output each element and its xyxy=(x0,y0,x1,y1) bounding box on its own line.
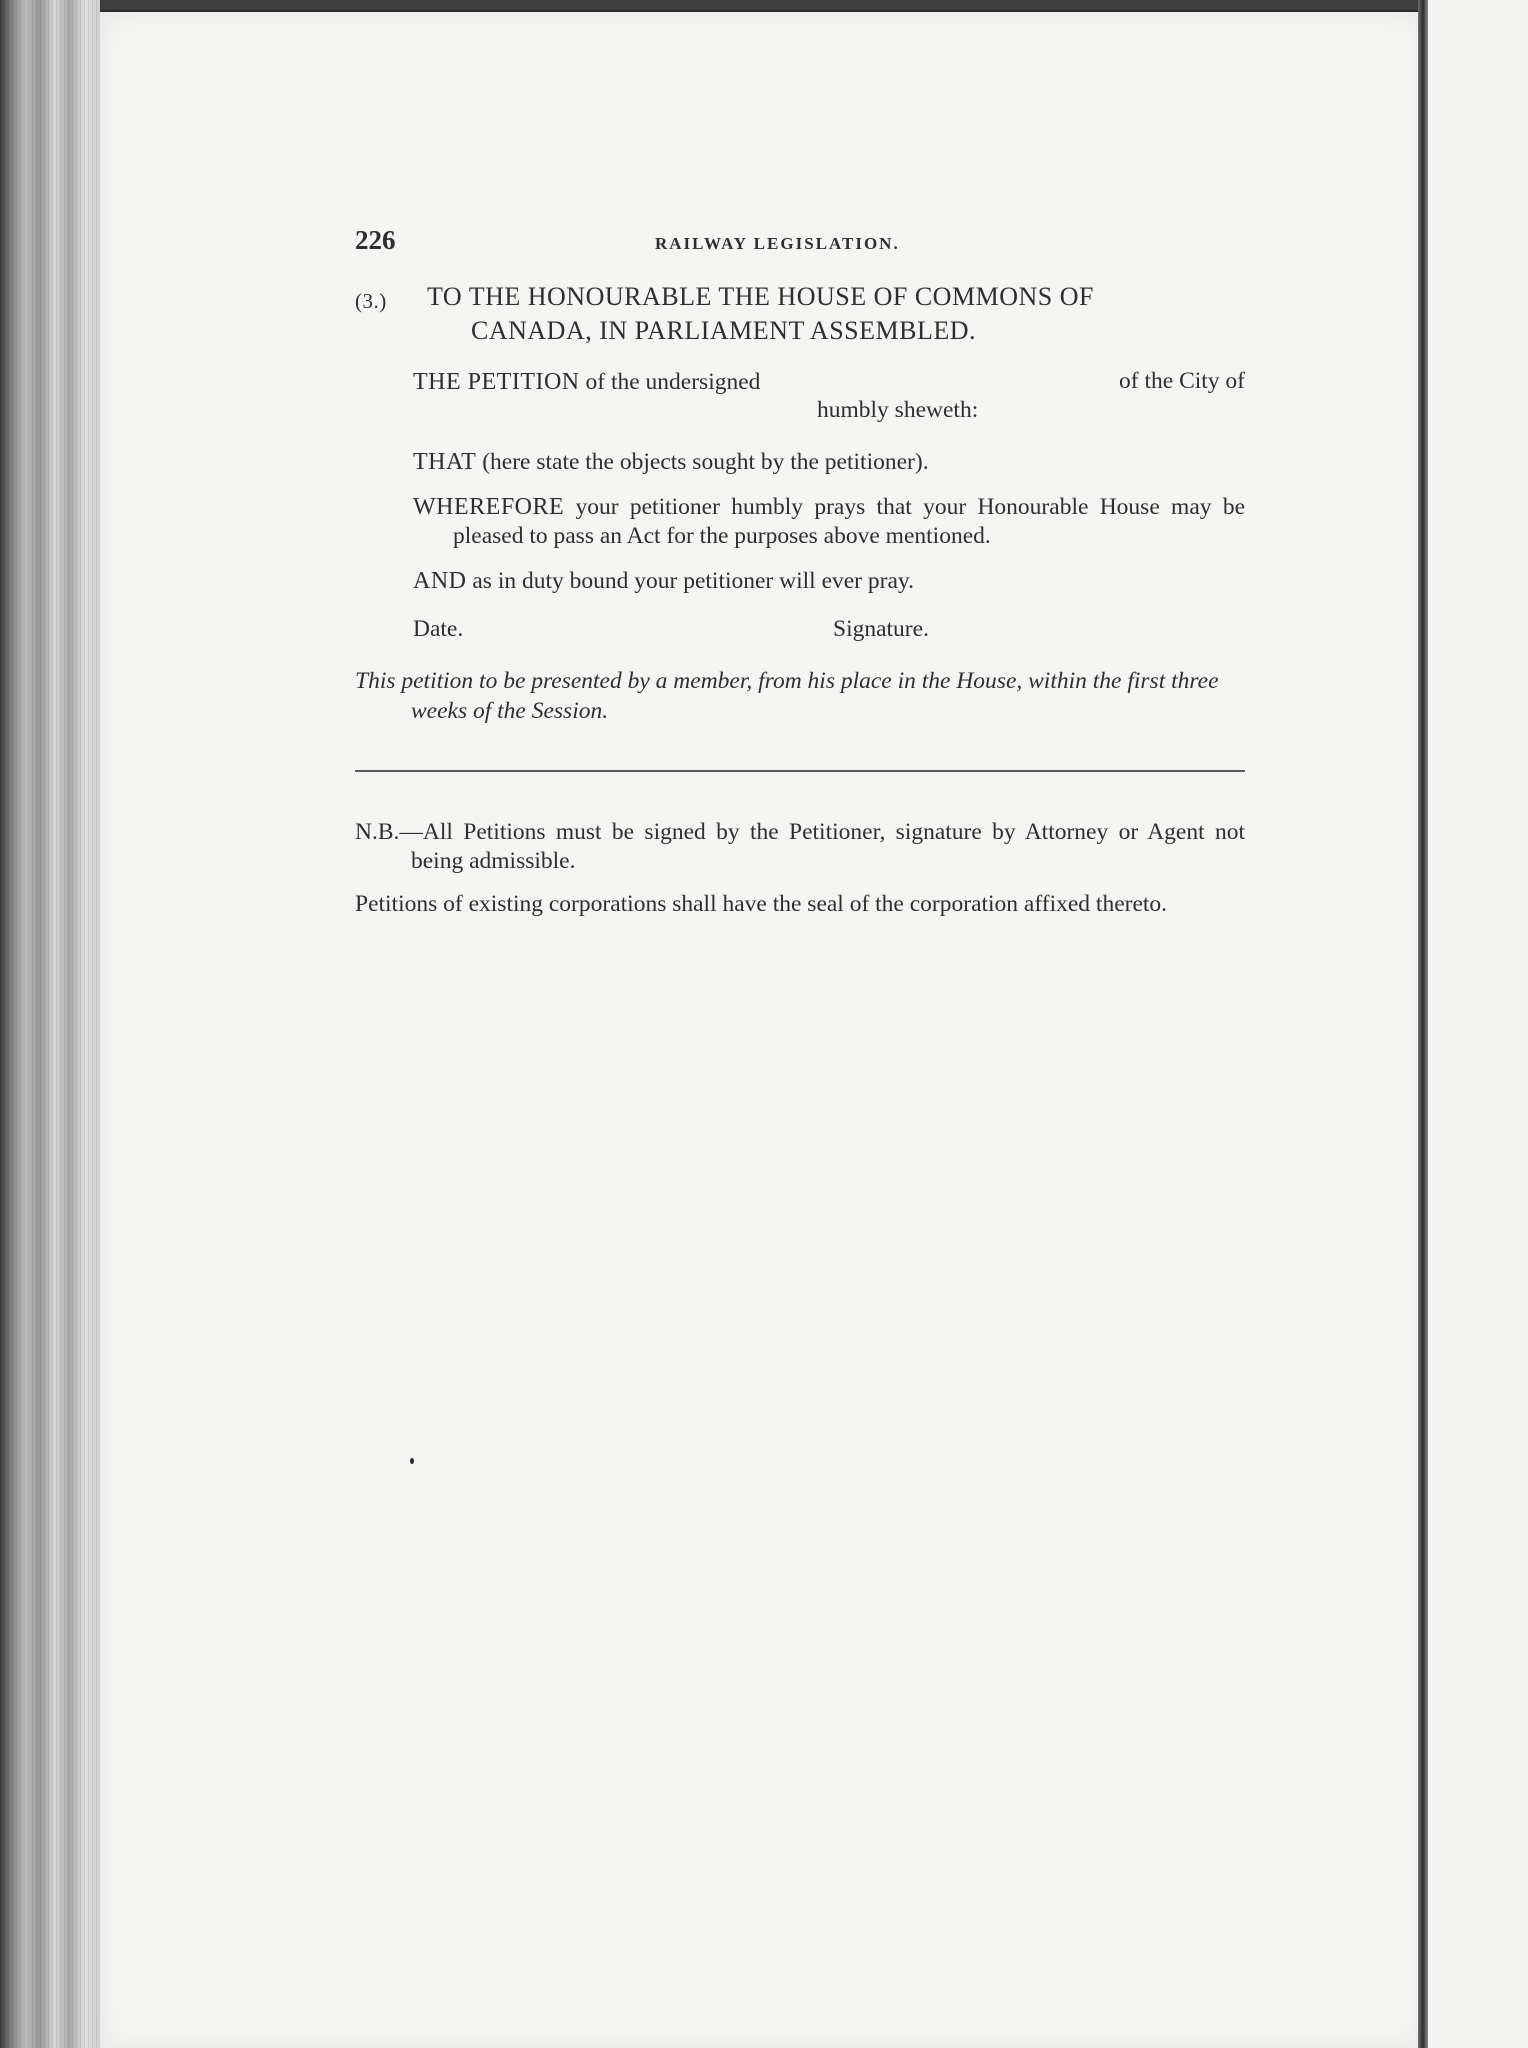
signature-label: Signature. xyxy=(833,616,929,642)
wherefore-text: your petitioner humbly prays that your Honourable House may be pleased to pass an Act for the purposes above mentioned. xyxy=(453,494,1246,549)
petition-lead: THE PETITION xyxy=(413,369,580,395)
presentation-note: This petition to be presented by a member, from his place in the House, within the first three weeks of the Session. xyxy=(355,668,1219,724)
wherefore-paragraph xyxy=(413,493,1245,551)
petition-city: of the City of xyxy=(1119,368,1245,394)
book-spine xyxy=(1418,0,1428,2048)
that-text: (here state the objects sought by the petitioner). xyxy=(482,449,929,475)
form-number: (3.) xyxy=(355,289,387,313)
that-lead: THAT xyxy=(413,449,477,475)
and-text: as in duty bound your petitioner will ever pray. xyxy=(472,568,914,594)
nb-note: N.B.—All Petitions must be signed by the Petitioner, signature by Attorney or Agent not being admissible. xyxy=(355,819,1245,874)
date-signature-row xyxy=(413,616,1245,648)
facing-page-edge xyxy=(1418,0,1528,2048)
wherefore-lead: WHEREFORE xyxy=(413,494,565,520)
form-heading xyxy=(355,280,1245,348)
scan-top-edge xyxy=(0,0,1528,10)
date-label: Date. xyxy=(413,616,464,642)
and-lead: AND xyxy=(413,568,467,594)
petition-text: of the undersigned xyxy=(585,369,761,395)
page-number: 226 xyxy=(355,225,396,255)
and-paragraph xyxy=(413,567,1245,596)
heading-line-2: CANADA, IN PARLIAMENT ASSEMBLED. xyxy=(471,316,976,345)
running-head xyxy=(355,225,1245,275)
section-divider xyxy=(355,770,1245,772)
form-heading-text xyxy=(427,280,1094,348)
seal-note: Petitions of existing corporations shall have the seal of the corporation affixed thereto. xyxy=(355,891,1168,917)
book-page-edges xyxy=(0,0,100,2048)
scan-speck xyxy=(410,1458,414,1464)
that-paragraph xyxy=(413,448,1245,477)
petition-sheweth: humbly sheweth: xyxy=(817,397,979,423)
page-content xyxy=(355,225,1245,919)
running-title: RAILWAY LEGISLATION. xyxy=(655,234,900,253)
petition-paragraph xyxy=(355,368,1245,428)
heading-line-1: TO THE HONOURABLE THE HOUSE OF COMMONS OF xyxy=(427,282,1094,311)
